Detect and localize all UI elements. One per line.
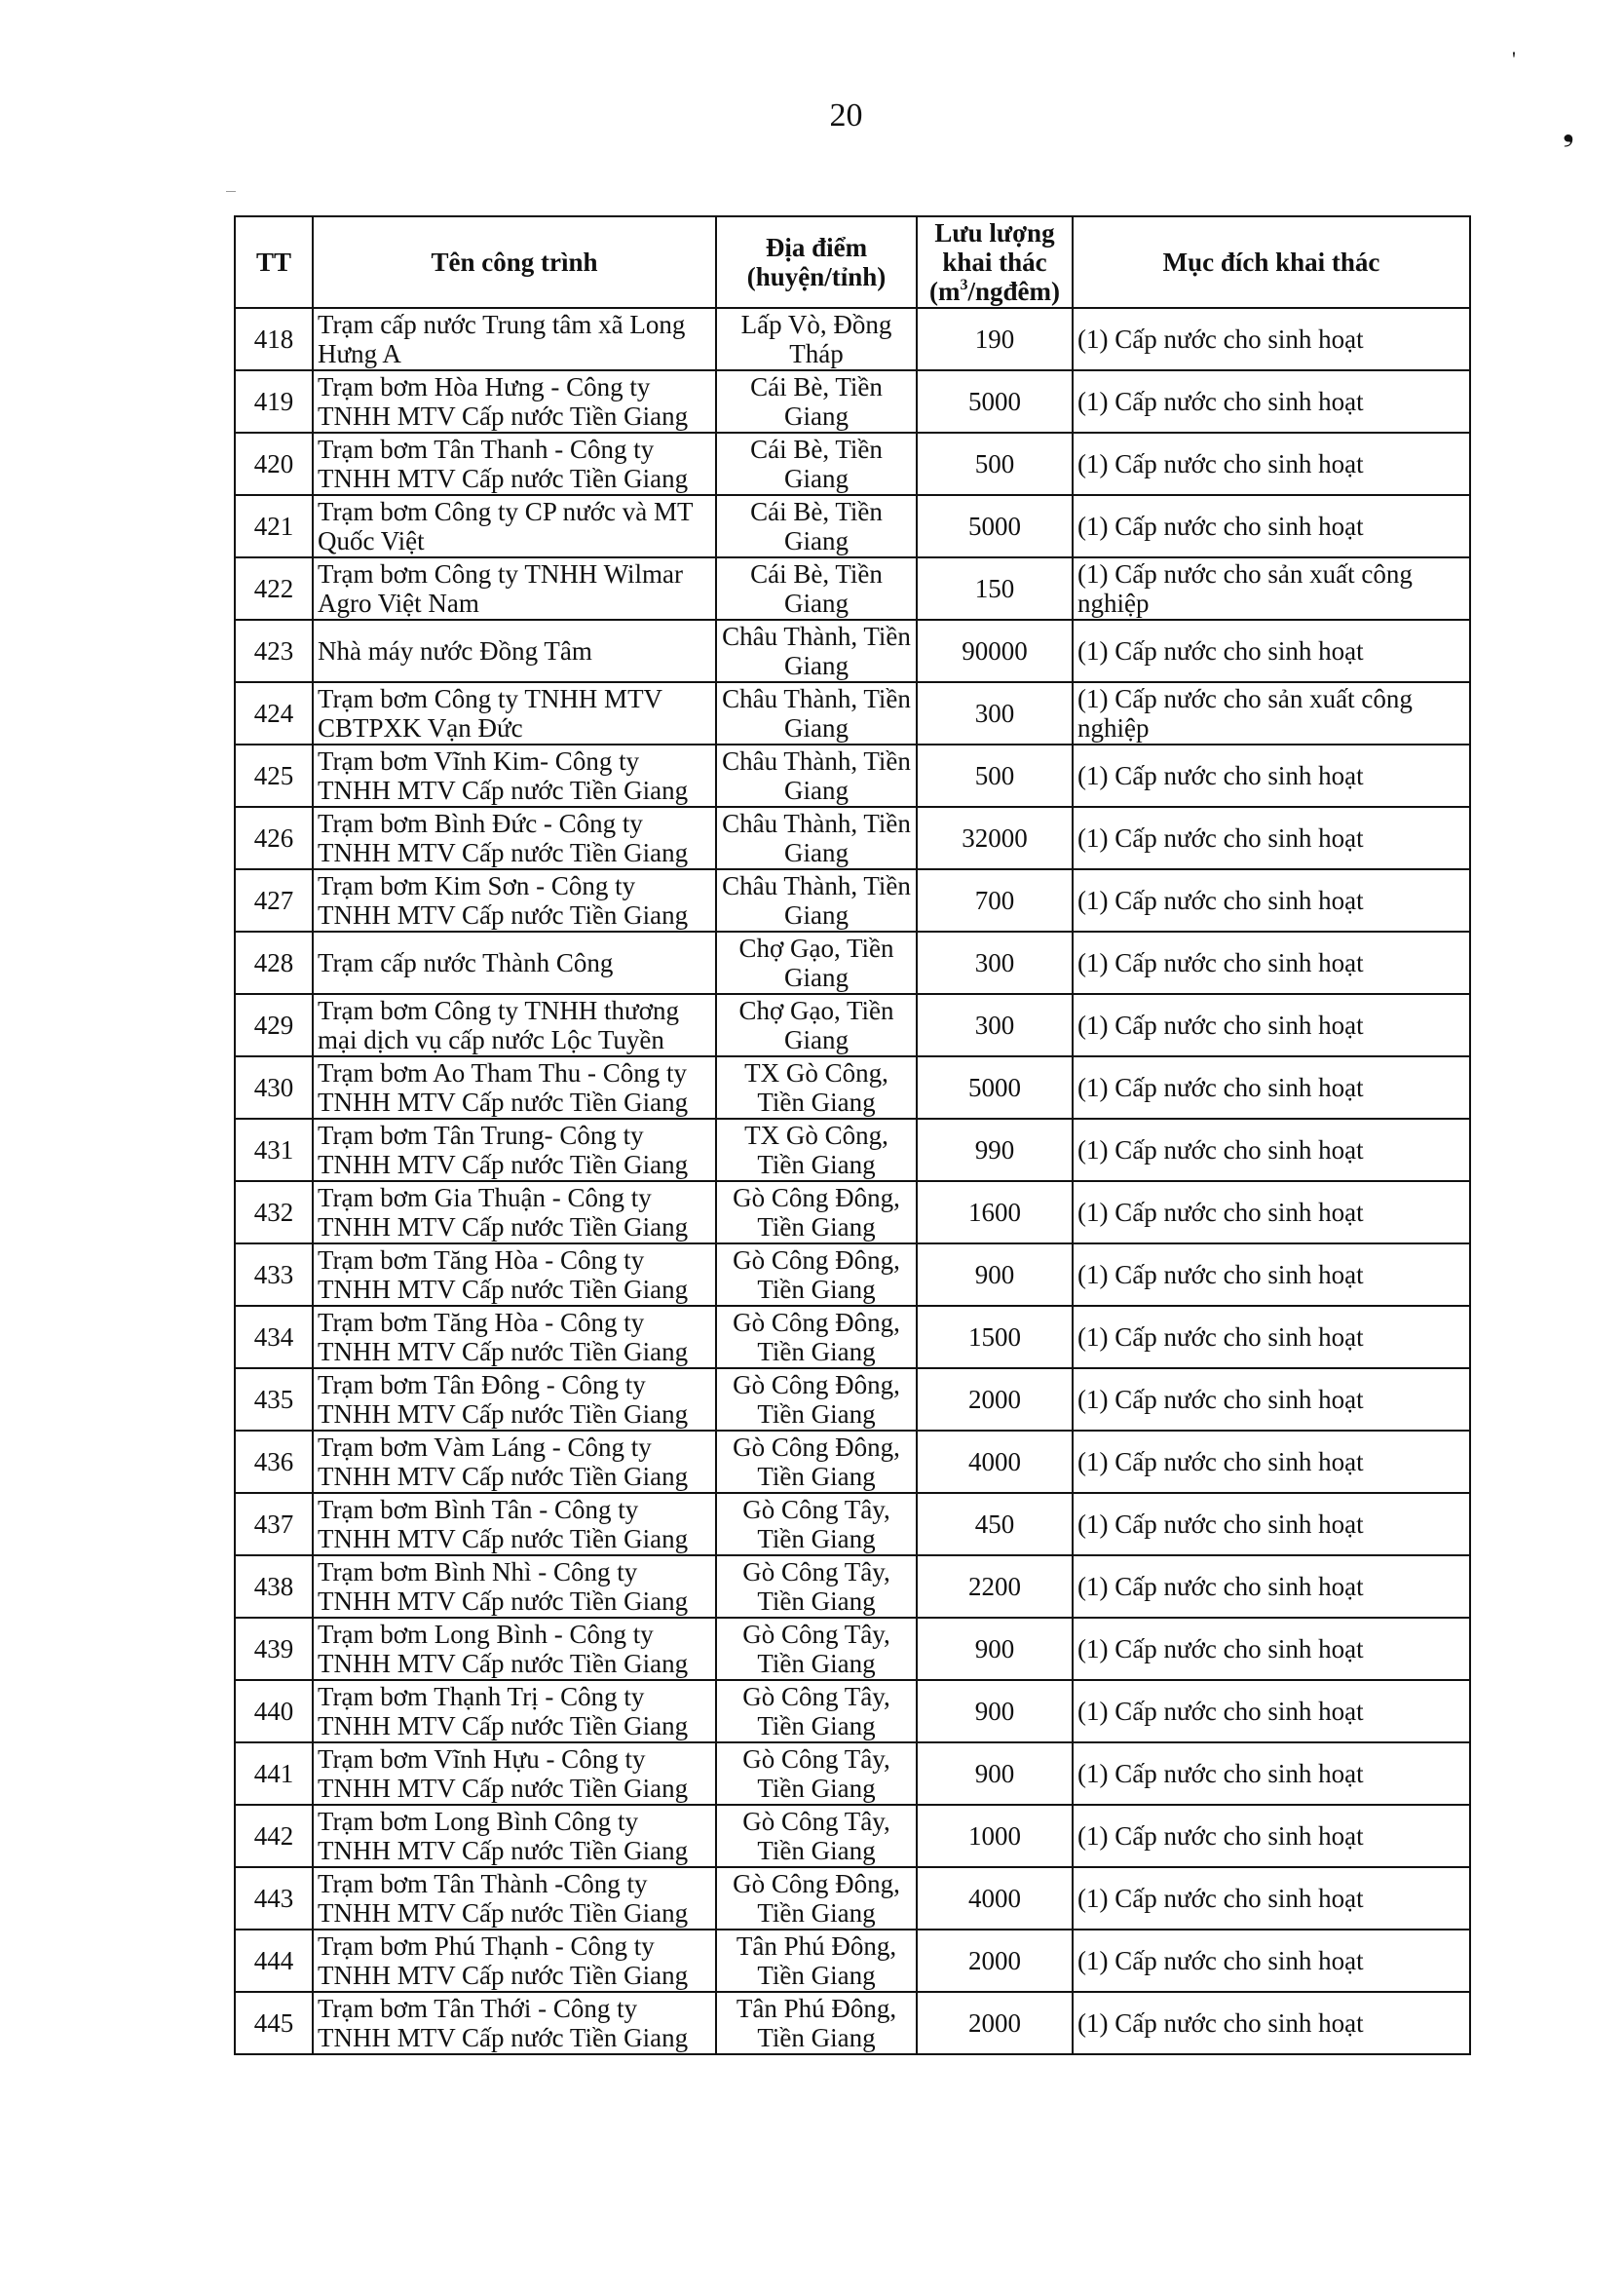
cell-location: Gò Công Tây, Tiền Giang <box>716 1555 917 1618</box>
table-row <box>235 745 1470 807</box>
cell-purpose: (1) Cấp nước cho sinh hoạt <box>1073 1742 1470 1805</box>
table-row <box>235 1867 1470 1930</box>
cell-flow: 500 <box>917 745 1073 807</box>
cell-location: Gò Công Đông, Tiền Giang <box>716 1306 917 1368</box>
table-row <box>235 1930 1470 1992</box>
cell-purpose: (1) Cấp nước cho sinh hoạt <box>1073 1680 1470 1742</box>
cell-name: Trạm bơm Công ty TNHH Wilmar Agro Việt Nam <box>313 557 716 620</box>
cell-purpose: (1) Cấp nước cho sinh hoạt <box>1073 807 1470 869</box>
cell-flow: 900 <box>917 1742 1073 1805</box>
header-flow-line2: khai thác <box>942 247 1047 277</box>
cell-name: Trạm bơm Phú Thạnh - Công ty TNHH MTV Cấp nước Tiền Giang <box>313 1930 716 1992</box>
cell-flow: 90000 <box>917 620 1073 682</box>
table-row <box>235 1992 1470 2054</box>
cell-name: Trạm bơm Công ty TNHH thương mại dịch vụ cấp nước Lộc Tuyền <box>313 994 716 1056</box>
cell-name: Trạm bơm Tăng Hòa - Công ty TNHH MTV Cấp nước Tiền Giang <box>313 1306 716 1368</box>
table-row <box>235 1618 1470 1680</box>
table-row <box>235 869 1470 932</box>
cell-purpose: (1) Cấp nước cho sản xuất công nghiệp <box>1073 682 1470 745</box>
cell-purpose: (1) Cấp nước cho sinh hoạt <box>1073 1431 1470 1493</box>
cell-location: Gò Công Đông, Tiền Giang <box>716 1368 917 1431</box>
scan-rule <box>226 191 236 192</box>
cell-location: Tân Phú Đông, Tiền Giang <box>716 1992 917 2054</box>
cell-purpose: (1) Cấp nước cho sinh hoạt <box>1073 1306 1470 1368</box>
header-purpose: Mục đích khai thác <box>1073 216 1470 308</box>
table-row <box>235 557 1470 620</box>
cell-tt: 421 <box>235 495 313 557</box>
cell-tt: 439 <box>235 1618 313 1680</box>
header-flow-unit-post: /ngđêm) <box>967 277 1060 307</box>
header-location <box>716 216 917 308</box>
cell-purpose: (1) Cấp nước cho sinh hoạt <box>1073 370 1470 433</box>
cell-name: Trạm cấp nước Trung tâm xã Long Hưng A <box>313 308 716 370</box>
page-number: 20 <box>829 97 863 134</box>
cell-name: Trạm bơm Tân Trung- Công ty TNHH MTV Cấp nước Tiền Giang <box>313 1119 716 1181</box>
cell-tt: 428 <box>235 932 313 994</box>
header-flow <box>917 216 1073 308</box>
cell-name: Trạm bơm Long Bình Công ty TNHH MTV Cấp nước Tiền Giang <box>313 1805 716 1867</box>
cell-name: Trạm bơm Long Bình - Công ty TNHH MTV Cấp nước Tiền Giang <box>313 1618 716 1680</box>
cell-location: Chợ Gạo, Tiền Giang <box>716 932 917 994</box>
cell-flow: 4000 <box>917 1431 1073 1493</box>
cell-tt: 426 <box>235 807 313 869</box>
cell-name: Trạm bơm Thạnh Trị - Công ty TNHH MTV Cấp nước Tiền Giang <box>313 1680 716 1742</box>
cell-name: Trạm bơm Tân Thới - Công ty TNHH MTV Cấp nước Tiền Giang <box>313 1992 716 2054</box>
cell-tt: 423 <box>235 620 313 682</box>
cell-tt: 430 <box>235 1056 313 1119</box>
table-row <box>235 1119 1470 1181</box>
cell-purpose: (1) Cấp nước cho sinh hoạt <box>1073 620 1470 682</box>
cell-location: Gò Công Đông, Tiền Giang <box>716 1431 917 1493</box>
header-location-line2: (huyện/tỉnh) <box>746 262 887 291</box>
table-row <box>235 1306 1470 1368</box>
cell-flow: 900 <box>917 1680 1073 1742</box>
cell-purpose: (1) Cấp nước cho sinh hoạt <box>1073 1992 1470 2054</box>
cell-name: Trạm bơm Tân Thành -Công ty TNHH MTV Cấp nước Tiền Giang <box>313 1867 716 1930</box>
cell-location: Châu Thành, Tiền Giang <box>716 745 917 807</box>
header-flow-unit-sup: 3 <box>960 277 968 294</box>
cell-purpose: (1) Cấp nước cho sinh hoạt <box>1073 1618 1470 1680</box>
cell-flow: 2000 <box>917 1992 1073 2054</box>
cell-tt: 434 <box>235 1306 313 1368</box>
water-extraction-table <box>234 215 1471 2055</box>
cell-location: Cái Bè, Tiền Giang <box>716 370 917 433</box>
table-row <box>235 308 1470 370</box>
cell-purpose: (1) Cấp nước cho sinh hoạt <box>1073 1119 1470 1181</box>
cell-tt: 433 <box>235 1243 313 1306</box>
table-row <box>235 994 1470 1056</box>
table-row <box>235 1680 1470 1742</box>
cell-location: Châu Thành, Tiền Giang <box>716 620 917 682</box>
cell-purpose: (1) Cấp nước cho sinh hoạt <box>1073 495 1470 557</box>
cell-flow: 300 <box>917 932 1073 994</box>
cell-flow: 500 <box>917 433 1073 495</box>
table-row <box>235 1555 1470 1618</box>
table-header-row <box>235 216 1470 308</box>
cell-tt: 435 <box>235 1368 313 1431</box>
cell-tt: 425 <box>235 745 313 807</box>
cell-flow: 450 <box>917 1493 1073 1555</box>
cell-location: Gò Công Tây, Tiền Giang <box>716 1742 917 1805</box>
cell-location: Chợ Gạo, Tiền Giang <box>716 994 917 1056</box>
table-row <box>235 433 1470 495</box>
cell-flow: 5000 <box>917 1056 1073 1119</box>
cell-flow: 5000 <box>917 495 1073 557</box>
cell-flow: 700 <box>917 869 1073 932</box>
cell-name: Trạm bơm Kim Sơn - Công ty TNHH MTV Cấp nước Tiền Giang <box>313 869 716 932</box>
cell-purpose: (1) Cấp nước cho sinh hoạt <box>1073 1368 1470 1431</box>
cell-name: Trạm bơm Tăng Hòa - Công ty TNHH MTV Cấp nước Tiền Giang <box>313 1243 716 1306</box>
cell-purpose: (1) Cấp nước cho sinh hoạt <box>1073 1867 1470 1930</box>
cell-location: Gò Công Đông, Tiền Giang <box>716 1243 917 1306</box>
cell-location: Châu Thành, Tiền Giang <box>716 682 917 745</box>
header-flow-unit-pre: (m <box>929 277 961 307</box>
cell-name: Trạm bơm Công ty TNHH MTV CBTPXK Vạn Đức <box>313 682 716 745</box>
cell-tt: 429 <box>235 994 313 1056</box>
cell-flow: 32000 <box>917 807 1073 869</box>
table-row <box>235 1493 1470 1555</box>
cell-purpose: (1) Cấp nước cho sinh hoạt <box>1073 869 1470 932</box>
table-row <box>235 620 1470 682</box>
cell-name: Trạm bơm Công ty CP nước và MT Quốc Việt <box>313 495 716 557</box>
cell-name: Trạm bơm Bình Nhì - Công ty TNHH MTV Cấp nước Tiền Giang <box>313 1555 716 1618</box>
cell-flow: 2200 <box>917 1555 1073 1618</box>
cell-purpose: (1) Cấp nước cho sinh hoạt <box>1073 994 1470 1056</box>
cell-purpose: (1) Cấp nước cho sinh hoạt <box>1073 1493 1470 1555</box>
cell-flow: 4000 <box>917 1867 1073 1930</box>
cell-location: Châu Thành, Tiền Giang <box>716 807 917 869</box>
cell-location: Gò Công Tây, Tiền Giang <box>716 1805 917 1867</box>
cell-flow: 5000 <box>917 370 1073 433</box>
cell-purpose: (1) Cấp nước cho sinh hoạt <box>1073 1805 1470 1867</box>
cell-location: Châu Thành, Tiền Giang <box>716 869 917 932</box>
cell-tt: 441 <box>235 1742 313 1805</box>
cell-flow: 990 <box>917 1119 1073 1181</box>
table-row <box>235 370 1470 433</box>
cell-purpose: (1) Cấp nước cho sinh hoạt <box>1073 932 1470 994</box>
scan-mark: ' <box>1512 47 1516 71</box>
cell-flow: 1600 <box>917 1181 1073 1243</box>
cell-tt: 427 <box>235 869 313 932</box>
cell-name: Trạm bơm Tân Đông - Công ty TNHH MTV Cấp nước Tiền Giang <box>313 1368 716 1431</box>
table-row <box>235 1243 1470 1306</box>
table-row <box>235 1742 1470 1805</box>
header-flow-line1: Lưu lượng <box>934 217 1055 248</box>
header-tt: TT <box>235 216 313 308</box>
cell-flow: 150 <box>917 557 1073 620</box>
cell-name: Trạm bơm Vàm Láng - Công ty TNHH MTV Cấp nước Tiền Giang <box>313 1431 716 1493</box>
cell-location: Tân Phú Đông, Tiền Giang <box>716 1930 917 1992</box>
cell-location: Gò Công Đông, Tiền Giang <box>716 1867 917 1930</box>
cell-tt: 438 <box>235 1555 313 1618</box>
cell-tt: 432 <box>235 1181 313 1243</box>
cell-purpose: (1) Cấp nước cho sản xuất công nghiệp <box>1073 557 1470 620</box>
cell-flow: 1000 <box>917 1805 1073 1867</box>
cell-flow: 300 <box>917 682 1073 745</box>
cell-purpose: (1) Cấp nước cho sinh hoạt <box>1073 1181 1470 1243</box>
header-name: Tên công trình <box>313 216 716 308</box>
cell-name: Trạm bơm Tân Thanh - Công ty TNHH MTV Cấp nước Tiền Giang <box>313 433 716 495</box>
cell-flow: 300 <box>917 994 1073 1056</box>
cell-location: TX Gò Công, Tiền Giang <box>716 1119 917 1181</box>
cell-tt: 419 <box>235 370 313 433</box>
cell-location: Lấp Vò, Đồng Tháp <box>716 308 917 370</box>
cell-tt: 444 <box>235 1930 313 1992</box>
cell-location: Gò Công Tây, Tiền Giang <box>716 1493 917 1555</box>
table-row <box>235 932 1470 994</box>
table-body <box>235 308 1470 2054</box>
cell-purpose: (1) Cấp nước cho sinh hoạt <box>1073 1555 1470 1618</box>
cell-flow: 900 <box>917 1243 1073 1306</box>
cell-tt: 431 <box>235 1119 313 1181</box>
cell-tt: 440 <box>235 1680 313 1742</box>
cell-name: Trạm bơm Hòa Hưng - Công ty TNHH MTV Cấp nước Tiền Giang <box>313 370 716 433</box>
cell-name: Trạm cấp nước Thành Công <box>313 932 716 994</box>
cell-tt: 418 <box>235 308 313 370</box>
cell-tt: 422 <box>235 557 313 620</box>
cell-purpose: (1) Cấp nước cho sinh hoạt <box>1073 1243 1470 1306</box>
cell-tt: 437 <box>235 1493 313 1555</box>
table-row <box>235 682 1470 745</box>
cell-tt: 436 <box>235 1431 313 1493</box>
cell-purpose: (1) Cấp nước cho sinh hoạt <box>1073 1930 1470 1992</box>
cell-name: Trạm bơm Bình Tân - Công ty TNHH MTV Cấp nước Tiền Giang <box>313 1493 716 1555</box>
cell-flow: 900 <box>917 1618 1073 1680</box>
table-row <box>235 1181 1470 1243</box>
cell-purpose: (1) Cấp nước cho sinh hoạt <box>1073 1056 1470 1119</box>
table-row <box>235 807 1470 869</box>
cell-location: TX Gò Công, Tiền Giang <box>716 1056 917 1119</box>
cell-tt: 420 <box>235 433 313 495</box>
cell-location: Cái Bè, Tiền Giang <box>716 495 917 557</box>
cell-name: Nhà máy nước Đồng Tâm <box>313 620 716 682</box>
cell-flow: 190 <box>917 308 1073 370</box>
table-row <box>235 1368 1470 1431</box>
cell-location: Cái Bè, Tiền Giang <box>716 433 917 495</box>
cell-location: Gò Công Tây, Tiền Giang <box>716 1618 917 1680</box>
cell-location: Gò Công Tây, Tiền Giang <box>716 1680 917 1742</box>
cell-location: Cái Bè, Tiền Giang <box>716 557 917 620</box>
cell-purpose: (1) Cấp nước cho sinh hoạt <box>1073 433 1470 495</box>
cell-name: Trạm bơm Vĩnh Hựu - Công ty TNHH MTV Cấp nước Tiền Giang <box>313 1742 716 1805</box>
cell-flow: 2000 <box>917 1930 1073 1992</box>
cell-tt: 443 <box>235 1867 313 1930</box>
cell-flow: 1500 <box>917 1306 1073 1368</box>
header-location-line1: Địa điểm <box>765 232 868 262</box>
cell-tt: 424 <box>235 682 313 745</box>
table-row <box>235 495 1470 557</box>
cell-tt: 445 <box>235 1992 313 2054</box>
cell-name: Trạm bơm Ao Tham Thu - Công ty TNHH MTV Cấp nước Tiền Giang <box>313 1056 716 1119</box>
cell-name: Trạm bơm Gia Thuận - Công ty TNHH MTV Cấp nước Tiền Giang <box>313 1181 716 1243</box>
cell-name: Trạm bơm Bình Đức - Công ty TNHH MTV Cấp nước Tiền Giang <box>313 807 716 869</box>
table-row <box>235 1056 1470 1119</box>
scan-mark: ❟ <box>1563 115 1574 147</box>
cell-flow: 2000 <box>917 1368 1073 1431</box>
cell-tt: 442 <box>235 1805 313 1867</box>
cell-name: Trạm bơm Vĩnh Kim- Công ty TNHH MTV Cấp nước Tiền Giang <box>313 745 716 807</box>
cell-location: Gò Công Đông, Tiền Giang <box>716 1181 917 1243</box>
cell-purpose: (1) Cấp nước cho sinh hoạt <box>1073 308 1470 370</box>
table-row <box>235 1431 1470 1493</box>
table-row <box>235 1805 1470 1867</box>
cell-purpose: (1) Cấp nước cho sinh hoạt <box>1073 745 1470 807</box>
